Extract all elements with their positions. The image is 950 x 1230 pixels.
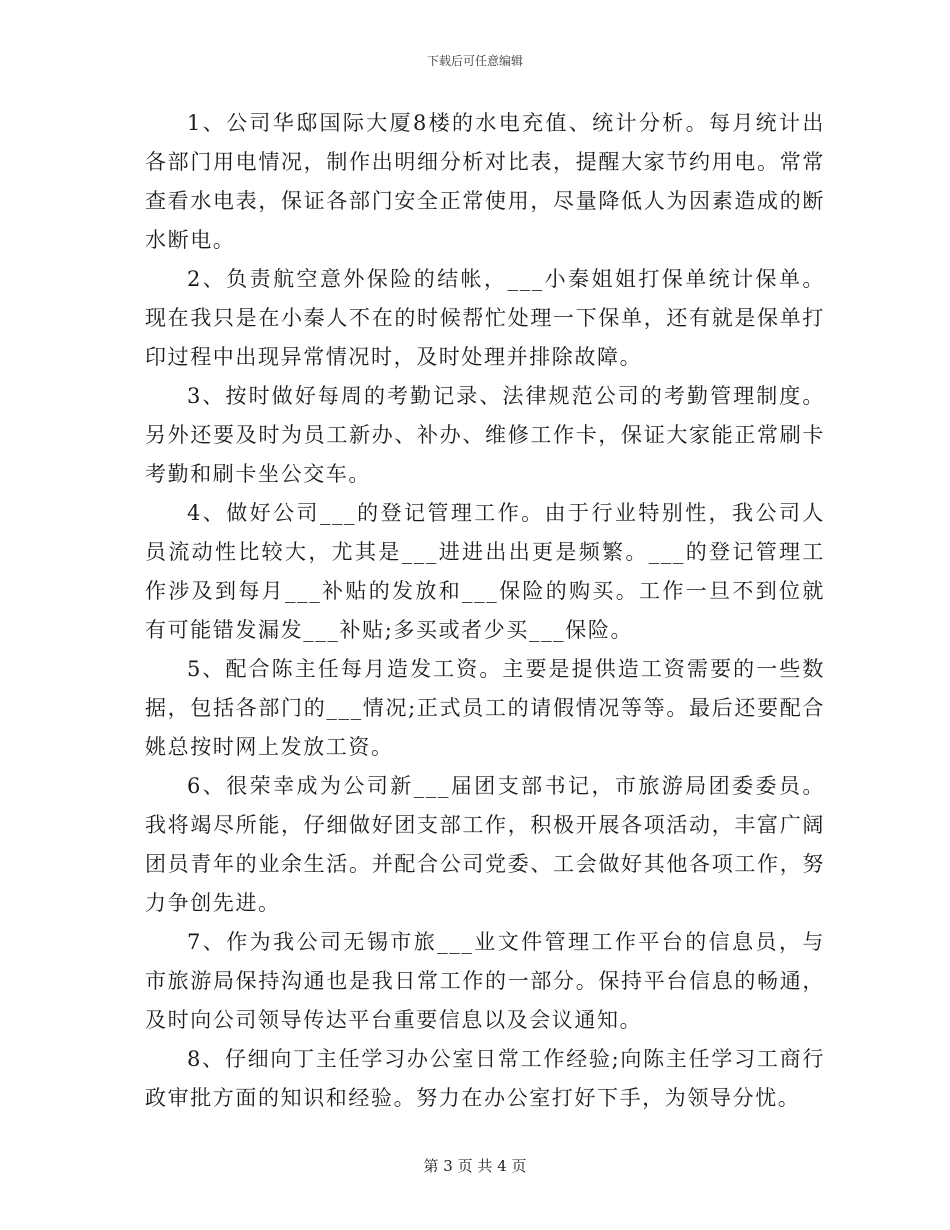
paragraph-5: 5、配合陈主任每月造发工资。主要是提供造工资需要的一些数据，包括各部门的___情况;正式员工的请假情况等等。最后还要配合姚总按时网上发放工资。	[145, 657, 825, 759]
page-footer: 第 3 页 共 4 页	[423, 1157, 527, 1175]
paragraph-1: 1、公司华邸国际大厦8楼的水电充值、统计分析。每月统计出各部门用电情况，制作出明细分析对比表，提醒大家节约用电。常常查看水电表，保证各部门安全正常使用，尽量降低人为因素造成的断水断电。	[145, 111, 825, 252]
document-body	[145, 104, 825, 1118]
page-header: 下载后可任意编辑	[426, 54, 523, 68]
paragraph-4: 4、做好公司___的登记管理工作。由于行业特别性，我公司人员流动性比较大，尤其是___进进出出更是频繁。___的登记管理工作涉及到每月___补贴的发放和___保险的购买。工作一旦不到位就有可能错发漏发___补贴;多买或者少买___保险。	[145, 501, 825, 642]
paragraph-7: 7、作为我公司无锡市旅___业文件管理工作平台的信息员，与市旅游局保持沟通也是我日常工作的一部分。保持平台信息的畅通，及时向公司领导传达平台重要信息以及会议通知。	[145, 930, 825, 1032]
paragraph-8: 8、仔细向丁主任学习办公室日常工作经验;向陈主任学习工商行政审批方面的知识和经验。努力在办公室打好下手，为领导分忧。	[145, 1047, 825, 1110]
paragraph-6: 6、很荣幸成为公司新___届团支部书记，市旅游局团委委员。我将竭尽所能，仔细做好团支部工作，积极开展各项活动，丰富广阔团员青年的业余生活。并配合公司党委、工会做好其他各项工作，努力争创先进。	[145, 774, 825, 915]
paragraph-3: 3、按时做好每周的考勤记录、法律规范公司的考勤管理制度。另外还要及时为员工新办、补办、维修工作卡，保证大家能正常刷卡考勤和刷卡坐公交车。	[145, 384, 825, 486]
paragraph-2: 2、负责航空意外保险的结帐，___小秦姐姐打保单统计保单。现在我只是在小秦人不在的时候帮忙处理一下保单，还有就是保单打印过程中出现异常情况时，及时处理并排除故障。	[145, 267, 825, 369]
